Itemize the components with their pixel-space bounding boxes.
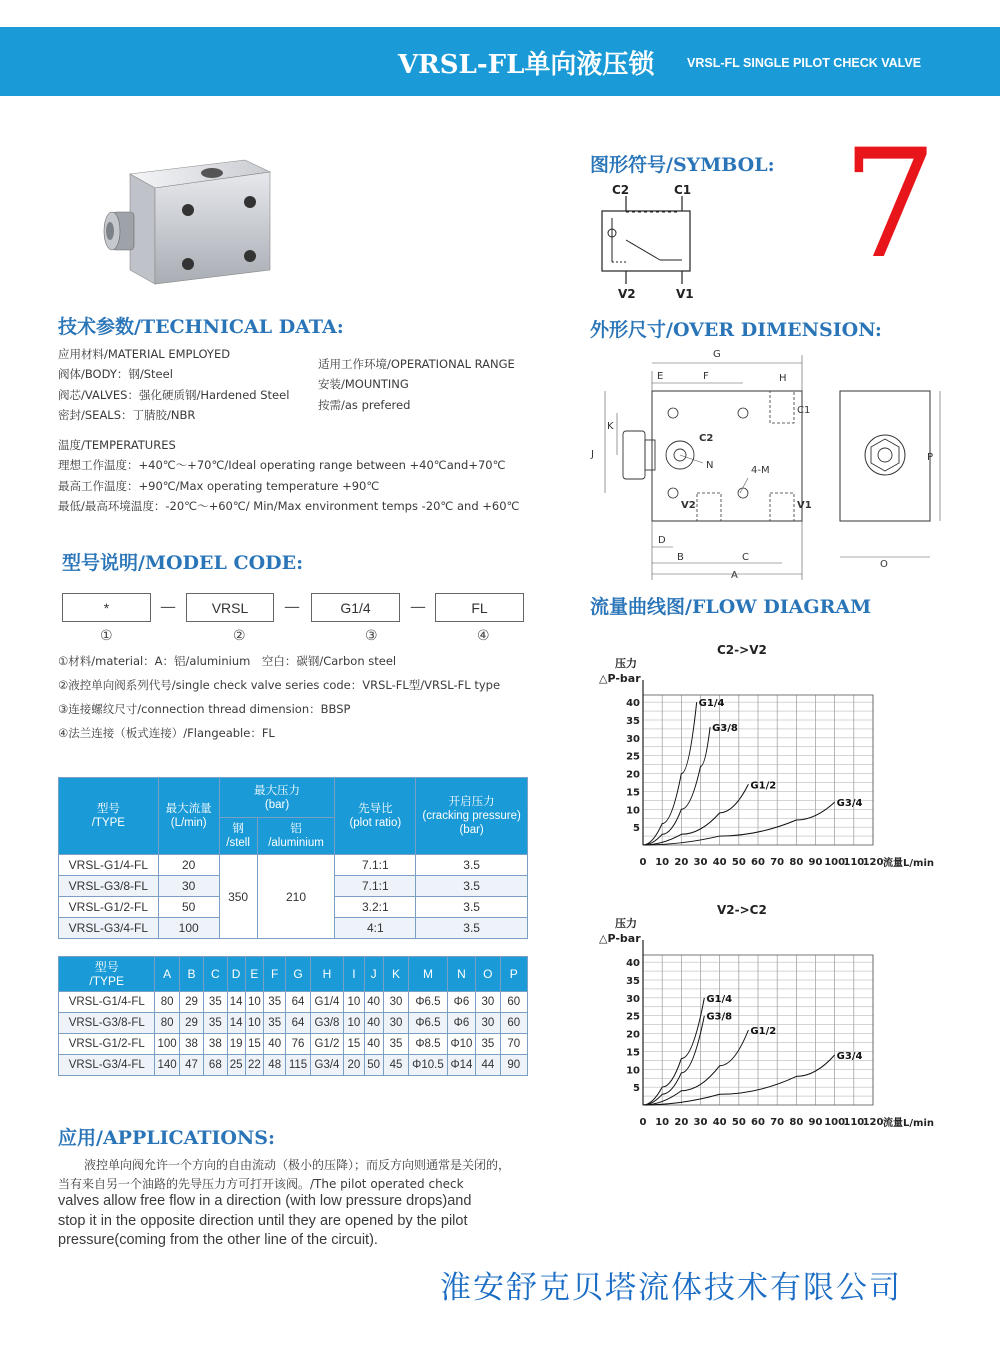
series-label: G1/4 [698, 698, 725, 710]
dim-label-c: C [742, 552, 749, 563]
cell: 7.1:1 [335, 855, 416, 876]
operational-line: 按需/as prefered [318, 397, 411, 412]
cell: 40 [364, 1034, 383, 1055]
x-tick-label: 60 [751, 1117, 765, 1128]
cell: 14 [227, 1013, 245, 1034]
dim-label-v1: V1 [797, 500, 812, 511]
y-tick-label: 40 [626, 698, 640, 710]
symbol-label-v2: V2 [618, 287, 636, 301]
dim-header: N [447, 957, 475, 992]
cell: 100 [155, 1034, 179, 1055]
cell: 3.5 [416, 918, 528, 939]
series-label: G3/4 [836, 798, 863, 810]
x-tick-label: 70 [770, 857, 785, 868]
x-tick-label: 60 [751, 857, 765, 868]
dim-label-j: J [591, 449, 594, 460]
cell: 40 [364, 1013, 383, 1034]
dim-header: E [245, 957, 263, 992]
dimension-table [58, 956, 528, 1076]
cell: 64 [286, 1013, 310, 1034]
model-code-dash: — [284, 597, 300, 616]
cell: VRSL-G1/2-FL [59, 897, 159, 918]
chart-xlabel: 流量L/min [883, 858, 934, 869]
y-tick-label: 5 [633, 1083, 640, 1095]
operational-line: 适用工作环境/OPERATIONAL RANGE [318, 357, 515, 371]
cell: 47 [179, 1055, 203, 1076]
company-name: 淮安舒克贝塔流体技术有限公司 [440, 1270, 902, 1306]
cell: G3/4 [310, 1055, 344, 1076]
table-row [59, 855, 528, 876]
dim-header: M [409, 957, 448, 992]
flow-chart-c2-v2 [595, 640, 950, 875]
cell: 50 [364, 1055, 383, 1076]
model-code-number: ④ [477, 628, 490, 644]
x-tick-label: 40 [712, 857, 727, 868]
dim-label-k: K [607, 421, 614, 432]
dim-label-m: 4-M [751, 465, 770, 476]
dim-header: G [286, 957, 310, 992]
cell: VRSL-G3/4-FL [59, 1055, 155, 1076]
cell: 50 [158, 897, 219, 918]
spec-header-flow: 最大流量 (L/min) [158, 778, 219, 855]
dim-label-a: A [731, 570, 738, 580]
x-tick-label: 120 [862, 1117, 884, 1128]
cell: 45 [383, 1055, 408, 1076]
temperature-line: 最低/最高环境温度：-20℃～+60℃/ Min/Max environment temps -20℃ and +60℃ [58, 499, 520, 514]
cell: 35 [383, 1034, 408, 1055]
table-row [59, 1034, 528, 1055]
symbol-label-c2: C2 [612, 183, 630, 197]
x-tick-label: 90 [808, 1117, 823, 1128]
symbol-label-v1: V1 [676, 287, 694, 301]
cell: 25 [227, 1055, 245, 1076]
x-tick-label: 110 [843, 857, 865, 868]
applications-heading: 应用/APPLICATIONS: [58, 1127, 276, 1149]
x-tick-label: 70 [770, 1117, 785, 1128]
x-tick-label: 20 [674, 857, 689, 868]
x-tick-label: 110 [843, 1117, 865, 1128]
series-label: G1/4 [706, 993, 733, 1005]
temperature-line: 最高工作温度：+90℃/Max operating temperature +90℃ [58, 478, 380, 493]
material-line: 阀芯/VALVES：强化硬质钢/Hardened Steel [58, 387, 290, 402]
chart-xlabel: 流量L/min [883, 1118, 934, 1129]
model-code-box-thread: G1/4 [311, 593, 400, 622]
spec-header-steel: 钢 /stell [219, 818, 257, 855]
cell: 40 [264, 1034, 286, 1055]
temperature-line: 温度/TEMPERATURES [58, 438, 176, 452]
dim-label-e: E [657, 371, 664, 382]
cell: 10 [344, 1013, 364, 1034]
material-line: 阀体/BODY：钢/Steel [58, 367, 173, 382]
model-code-note: ③连接螺纹尺寸/connection thread dimension：BBSP [58, 702, 351, 716]
y-tick-label: 40 [626, 958, 640, 970]
cell: 35 [204, 1013, 227, 1034]
header-title: VRSL-FL单向液压锁 [398, 50, 655, 80]
x-tick-label: 80 [789, 857, 804, 868]
dim-header: F [264, 957, 286, 992]
applications-en-line: valves allow free flow in a direction (with low pressure drops)and [58, 1193, 472, 1209]
symbol-heading: 图形符号/SYMBOL: [590, 154, 775, 176]
x-tick-label: 10 [655, 1117, 670, 1128]
x-tick-label: 30 [693, 857, 708, 868]
applications-cn-line2: 当有来自另一个油路的先导压力方可打开该阀。/The pilot operated check [58, 1177, 464, 1191]
cell: 60 [500, 1013, 527, 1034]
dim-header: O [476, 957, 500, 992]
chart-title: V2->C2 [717, 903, 767, 917]
y-tick-label: 5 [633, 823, 640, 835]
flow-heading: 流量曲线图/FLOW DIAGRAM [590, 596, 872, 618]
x-tick-label: 80 [789, 1117, 804, 1128]
cell: VRSL-G3/4-FL [59, 918, 159, 939]
dim-table-body [59, 992, 528, 1076]
cell: 35 [204, 992, 227, 1013]
spec-header-ratio: 先导比 (plot ratio) [335, 778, 416, 855]
dim-header: K [383, 957, 408, 992]
x-tick-label: 40 [712, 1117, 727, 1128]
dim-header: C [204, 957, 227, 992]
x-tick-label: 100 [824, 857, 846, 868]
model-code-heading: 型号说明/MODEL CODE: [62, 552, 304, 574]
cell: 60 [500, 992, 527, 1013]
y-tick-label: 10 [626, 805, 640, 817]
cell: 15 [344, 1034, 364, 1055]
cell: G3/8 [310, 1013, 344, 1034]
model-code-note: ②液控单向阀系列代号/single check valve series code：VRSL-FL型/VRSL-FL type [58, 678, 501, 692]
cell: 30 [383, 1013, 408, 1034]
temperature-line: 理想工作温度：+40℃～+70℃/Ideal operating range between +40℃and+70℃ [58, 458, 506, 473]
cell: 35 [264, 992, 286, 1013]
cell: 7.1:1 [335, 876, 416, 897]
x-tick-label: 10 [655, 857, 670, 868]
cell: 10 [344, 992, 364, 1013]
model-code-dash: — [410, 597, 426, 616]
cell: 3.2:1 [335, 897, 416, 918]
cell: 3.5 [416, 876, 528, 897]
model-code-box-material: * [62, 593, 151, 622]
model-code-number: ② [233, 628, 246, 644]
temperature-block [58, 435, 519, 517]
x-tick-label: 90 [808, 857, 823, 868]
dim-table-header-row [59, 957, 528, 992]
valve-product-image [100, 152, 280, 292]
model-code-notes [58, 649, 500, 745]
cell: 115 [286, 1055, 310, 1076]
dimension-drawing [585, 345, 960, 580]
model-code-number: ① [100, 628, 113, 644]
cell: 100 [158, 918, 219, 939]
y-tick-label: 35 [626, 976, 640, 987]
cell: 76 [286, 1034, 310, 1055]
table-row [59, 992, 528, 1013]
cell: VRSL-G3/8-FL [59, 876, 159, 897]
cell-aluminium-pressure: 210 [257, 855, 335, 939]
cell: 20 [344, 1055, 364, 1076]
dim-label-p: P [927, 452, 934, 463]
applications-en-line: pressure(coming from the other line of the circuit). [58, 1232, 378, 1248]
x-tick-label: 0 [639, 857, 647, 868]
chart-title: C2->V2 [717, 643, 767, 657]
cell: Φ6.5 [409, 992, 448, 1013]
chart-ylabel: 压力 [615, 657, 637, 670]
model-code-note: ④法兰连接（板式连接）/Flangeable：FL [58, 726, 275, 740]
cell: VRSL-G1/4-FL [59, 992, 155, 1013]
spec-header-cracking: 开启压力 (cracking pressure) (bar) [416, 778, 528, 855]
y-tick-label: 30 [626, 993, 640, 1005]
dim-label-d: D [658, 535, 666, 546]
y-tick-label: 25 [626, 751, 640, 763]
y-tick-label: 30 [626, 733, 640, 745]
applications-en-block [58, 1192, 471, 1251]
dim-header: A [155, 957, 179, 992]
material-block [58, 344, 289, 426]
cell: 90 [500, 1055, 527, 1076]
dim-label-c2: C2 [699, 433, 714, 444]
cell: 10 [245, 1013, 263, 1034]
symbol-label-c1: C1 [674, 183, 692, 197]
spec-header-pressure: 最大压力 (bar) [219, 778, 335, 818]
cell: Φ6 [447, 992, 475, 1013]
material-line: 密封/SEALS：丁腈胶/NBR [58, 408, 196, 423]
cell: 29 [179, 992, 203, 1013]
series-label: G1/2 [750, 780, 777, 792]
header-title-english: VRSL-FL SINGLE PILOT CHECK VALVE [687, 56, 922, 70]
cell: 30 [158, 876, 219, 897]
dim-label-b: B [677, 552, 684, 563]
cell-steel-pressure: 350 [219, 855, 257, 939]
dim-label-c1: C1 [797, 405, 811, 416]
spec-header-type: 型号 /TYPE [59, 778, 159, 855]
x-tick-label: 0 [639, 1117, 647, 1128]
cell: G1/2 [310, 1034, 344, 1055]
series-label: G3/8 [706, 1011, 733, 1023]
x-tick-label: 100 [824, 1117, 846, 1128]
table-row [59, 1013, 528, 1034]
y-tick-label: 15 [626, 787, 640, 799]
cell: Φ14 [447, 1055, 475, 1076]
x-tick-label: 30 [693, 1117, 708, 1128]
model-code-box-flange: FL [435, 593, 524, 622]
x-tick-label: 50 [731, 857, 746, 868]
table-row [59, 1055, 528, 1076]
cell: VRSL-G1/4-FL [59, 855, 159, 876]
cell: Φ6.5 [409, 1013, 448, 1034]
cell: 40 [364, 992, 383, 1013]
y-tick-label: 10 [626, 1065, 640, 1077]
dim-header-type: 型号 /TYPE [59, 957, 155, 992]
series-label: G3/8 [712, 723, 738, 735]
dim-label-v2: V2 [681, 500, 696, 511]
dim-label-f: F [703, 371, 709, 382]
cell: 38 [179, 1034, 203, 1055]
spec-header-aluminium: 铝 /aluminium [257, 818, 335, 855]
x-tick-label: 120 [862, 857, 884, 868]
cell: 15 [245, 1034, 263, 1055]
cell: 30 [383, 992, 408, 1013]
flow-chart-v2-c2 [595, 900, 950, 1135]
cell: VRSL-G3/8-FL [59, 1013, 155, 1034]
operational-line: 安装/MOUNTING [318, 377, 409, 392]
y-tick-label: 35 [626, 716, 640, 727]
cell: 70 [500, 1034, 527, 1055]
cell: 44 [476, 1055, 500, 1076]
cell: 19 [227, 1034, 245, 1055]
chart-ylabel-unit: △P-bar [599, 932, 641, 945]
series-label: G3/4 [836, 1051, 863, 1062]
dim-header: P [500, 957, 527, 992]
model-code-dash: — [160, 597, 176, 616]
dimension-heading: 外形尺寸/OVER DIMENSION: [590, 319, 882, 341]
dim-label-o: O [880, 559, 888, 570]
y-tick-label: 20 [626, 769, 640, 781]
dim-label-n: N [706, 460, 714, 471]
cell: 30 [476, 992, 500, 1013]
dim-header: J [364, 957, 383, 992]
applications-en-line: stop it in the opposite direction until they are opened by the pilot [58, 1212, 468, 1229]
dim-header: B [179, 957, 203, 992]
dim-header: D [227, 957, 245, 992]
cell: Φ10 [447, 1034, 475, 1055]
cell: 22 [245, 1055, 263, 1076]
cell: 64 [286, 992, 310, 1013]
model-code-note: ①材料/material：A：铝/aluminium 空白：碳钢/Carbon steel [58, 654, 397, 668]
cell: Φ6 [447, 1013, 475, 1034]
cell: 20 [158, 855, 219, 876]
y-tick-label: 20 [626, 1029, 640, 1041]
cell: 29 [179, 1013, 203, 1034]
x-tick-label: 50 [731, 1117, 746, 1128]
cell: 80 [155, 1013, 179, 1034]
operational-block [318, 354, 515, 415]
y-tick-label: 25 [626, 1011, 640, 1023]
chart-ylabel-unit: △P-bar [599, 672, 641, 685]
cell: 48 [264, 1055, 286, 1076]
technical-heading: 技术参数/TECHNICAL DATA: [58, 316, 344, 338]
material-line: 应用材料/MATERIAL EMPLOYED [58, 347, 231, 361]
cell: 3.5 [416, 897, 528, 918]
cell: 10 [245, 992, 263, 1013]
dim-header: H [310, 957, 344, 992]
cell: Φ10.5 [409, 1055, 448, 1076]
page-number: 7 [842, 118, 938, 292]
cell: 30 [476, 1013, 500, 1034]
cell: VRSL-G1/2-FL [59, 1034, 155, 1055]
cell: G1/4 [310, 992, 344, 1013]
cell: 140 [155, 1055, 179, 1076]
cell: 80 [155, 992, 179, 1013]
cell: 14 [227, 992, 245, 1013]
dim-header: I [344, 957, 364, 992]
cell: 3.5 [416, 855, 528, 876]
chart-ylabel: 压力 [615, 917, 637, 930]
cell: 68 [204, 1055, 227, 1076]
x-tick-label: 20 [674, 1117, 689, 1128]
applications-cn-line1: 液控单向阀允许一个方向的自由流动（极小的压降）；而反方向则通常是关闭的， [84, 1158, 511, 1172]
model-code-box-series: VRSL [186, 593, 274, 622]
dim-label-g: G [713, 349, 721, 360]
cell: Φ8.5 [409, 1034, 448, 1055]
y-tick-label: 15 [626, 1047, 640, 1059]
hydraulic-symbol [590, 178, 710, 306]
cell: 35 [476, 1034, 500, 1055]
model-code-number: ③ [365, 628, 378, 644]
spec-table [58, 777, 528, 939]
series-label: G1/2 [750, 1026, 777, 1037]
dim-label-h: H [779, 373, 787, 384]
cell: 35 [264, 1013, 286, 1034]
cell: 38 [204, 1034, 227, 1055]
cell: 4:1 [335, 918, 416, 939]
